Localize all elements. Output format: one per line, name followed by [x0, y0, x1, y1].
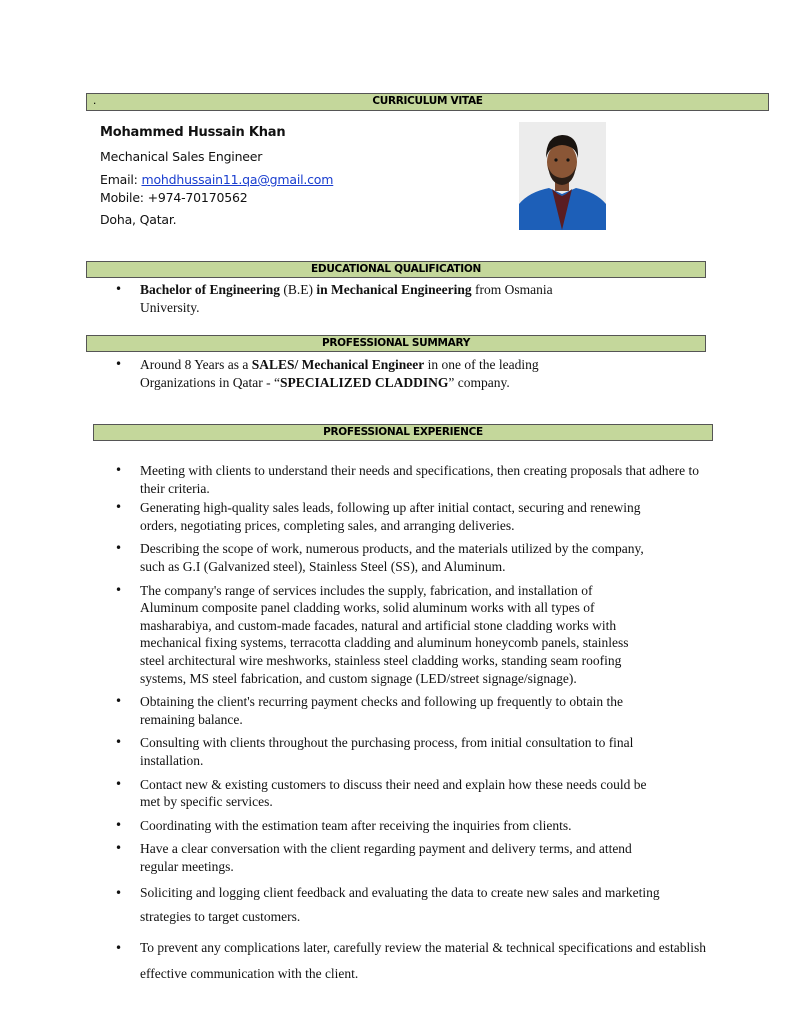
profile-photo	[519, 122, 606, 230]
list-item: • Meeting with clients to understand their needs and specifications, then creating proposals that adhere to their criteria.	[100, 462, 735, 497]
list-item: • Consulting with clients throughout the purchasing process, from initial consultation to final installation.	[100, 734, 735, 769]
experience-section-header	[93, 424, 713, 441]
list-item: • To prevent any complications later, carefully review the material & technical specifications and establish effective communication with the client.	[100, 935, 735, 987]
candidate-role: Mechanical Sales Engineer	[100, 149, 263, 164]
list-item: • Have a clear conversation with the client regarding payment and delivery terms, and attend regular meetings.	[100, 840, 735, 875]
candidate-name: Mohammed Hussain Khan	[100, 125, 286, 140]
list-item: • Soliciting and logging client feedback and evaluating the data to create new sales and marketing strategies to target customers.	[100, 881, 735, 929]
list-item: • Around 8 Years as a SALES/ Mechanical Engineer in one of the leading Organizations in Qatar - “SPECIALIZED CLADDING” company.	[100, 356, 590, 391]
education-list	[100, 281, 610, 316]
list-item: • Generating high-quality sales leads, following up after initial contact, securing and renewing orders, negotiating prices, completing sales, and arranging deliveries.	[100, 499, 735, 534]
location-line: Doha, Qatar.	[100, 212, 177, 227]
experience-list	[100, 462, 735, 987]
list-item: • Coordinating with the estimation team after receiving the inquiries from clients.	[100, 817, 735, 835]
mobile-line: Mobile: +974-70170562	[100, 190, 248, 205]
list-item: • The company's range of services includes the supply, fabrication, and installation of Aluminum composite panel cladding works, solid aluminum works with all types of masharabiya, and custom-made facades, natural and artificial stone cladding works with mechanical fixing systems, terracotta cladding and aluminum honeycomb panels, stainless steel architectural wire meshworks, stainless steel cladding works, standing seam roofing systems, MS steel fabrication, and custom signage (LED/street signage/signage).	[100, 582, 735, 688]
cv-title-bar	[86, 93, 769, 111]
email-line	[100, 172, 333, 187]
email-label: Email:	[100, 172, 142, 187]
summary-list	[100, 356, 590, 391]
email-link[interactable]: mohdhussain11.qa@gmail.com	[141, 172, 334, 187]
experience-heading: PROFESSIONAL EXPERIENCE	[323, 426, 483, 438]
list-item: • Describing the scope of work, numerous products, and the materials utilized by the company, such as G.I (Galvanized steel), Stainless Steel (SS), and Aluminum.	[100, 540, 735, 575]
list-item: • Obtaining the client's recurring payment checks and following up frequently to obtain the remaining balance.	[100, 693, 735, 728]
list-item: • Bachelor of Engineering (B.E) in Mechanical Engineering from Osmania University.	[100, 281, 610, 316]
summary-heading: PROFESSIONAL SUMMARY	[321, 337, 471, 349]
list-item: • Contact new & existing customers to discuss their need and explain how these needs could be met by specific services.	[100, 776, 735, 811]
education-section-header	[86, 261, 706, 278]
education-heading: EDUCATIONAL QUALIFICATION	[311, 263, 481, 275]
title-bar-dot: .	[93, 95, 97, 107]
summary-section-header	[86, 335, 706, 352]
cv-title: CURRICULUM VITAE	[372, 95, 483, 107]
